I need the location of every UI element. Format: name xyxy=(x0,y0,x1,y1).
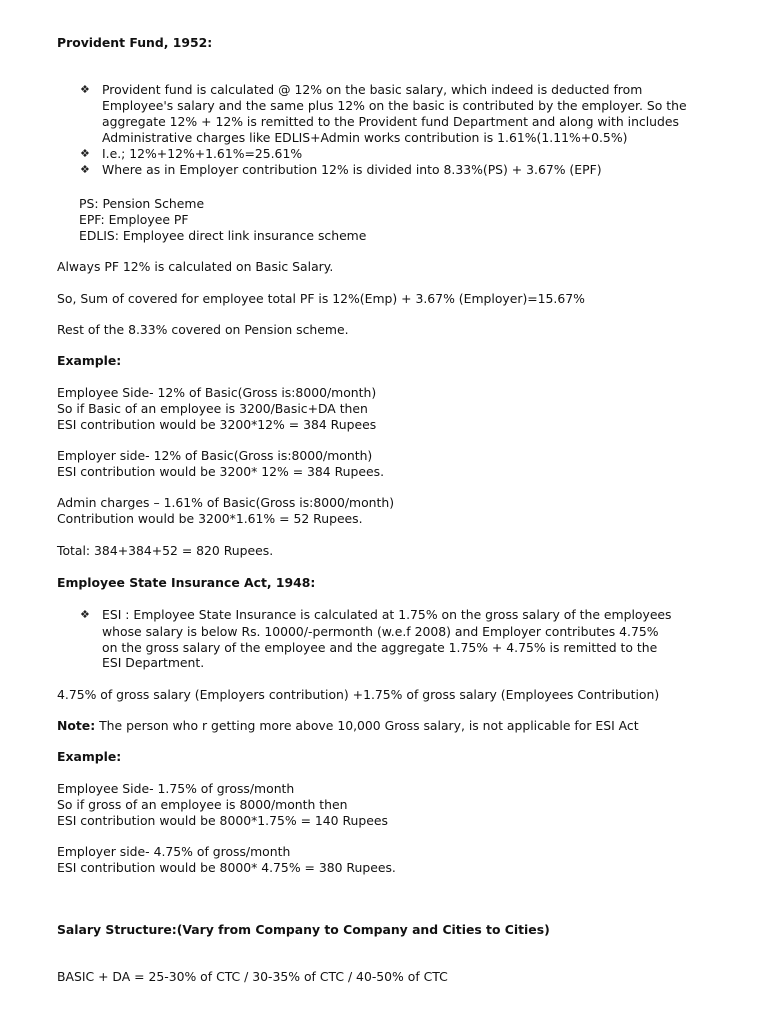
bullet-icon: ❖ xyxy=(80,83,90,96)
pf-title: Provident Fund, 1952: xyxy=(57,35,213,50)
esi-note xyxy=(57,718,639,734)
esi-employee-line-1: Employee Side- 1.75% of gross/month xyxy=(57,781,295,796)
pf-bullet-1-line-2: Employee's salary and the same plus 12% on the basic is contributed by the employer. So the xyxy=(102,98,687,113)
pf-bullet-3: Where as in Employer contribution 12% is divided into 8.33%(PS) + 3.67% (EPF) xyxy=(102,162,602,177)
bullet-icon: ❖ xyxy=(80,163,90,176)
note-label: Note: xyxy=(57,718,96,733)
esi-title: Employee State Insurance Act, 1948: xyxy=(57,575,316,590)
pf-admin-line-1: Admin charges – 1.61% of Basic(Gross is:8000/month) xyxy=(57,495,395,510)
esi-bullet-line-2: whose salary is below Rs. 10000/-permonth (w.e.f 2008) and Employer contributes 4.75% xyxy=(102,624,659,639)
pf-rest: Rest of the 8.33% covered on Pension scheme. xyxy=(57,322,349,337)
abbrev-ps: PS: Pension Scheme xyxy=(79,196,205,211)
esi-bullet-line-4: ESI Department. xyxy=(102,655,205,670)
pf-employee-line-1: Employee Side- 12% of Basic(Gross is:8000/month) xyxy=(57,385,377,400)
esi-employee-line-3: ESI contribution would be 8000*1.75% = 140 Rupees xyxy=(57,813,388,828)
bullet-icon: ❖ xyxy=(80,147,90,160)
pf-bullet-1-line-4: Administrative charges like EDLIS+Admin works contribution is 1.61%(1.11%+0.5%) xyxy=(102,130,628,145)
pf-bullet-2: I.e.; 12%+12%+1.61%=25.61% xyxy=(102,146,303,161)
abbrev-edlis: EDLIS: Employee direct link insurance scheme xyxy=(79,228,367,243)
pf-bullet-1-line-3: aggregate 12% + 12% is remitted to the Provident fund Department and along with includes xyxy=(102,114,679,129)
esi-bullet-line-3: on the gross salary of the employee and the aggregate 1.75% + 4.75% is remitted to the xyxy=(102,640,658,655)
pf-admin-line-2: Contribution would be 3200*1.61% = 52 Rupees. xyxy=(57,511,363,526)
pf-employee-line-2: So if Basic of an employee is 3200/Basic+DA then xyxy=(57,401,368,416)
salary-title: Salary Structure:(Vary from Company to Company and Cities to Cities) xyxy=(57,922,550,937)
pf-employer-line-1: Employer side- 12% of Basic(Gross is:8000/month) xyxy=(57,448,373,463)
esi-employer-line-2: ESI contribution would be 8000* 4.75% = 380 Rupees. xyxy=(57,860,396,875)
note-text: The person who r getting more above 10,000 Gross salary, is not applicable for ESI Act xyxy=(95,718,639,733)
esi-formula: 4.75% of gross salary (Employers contribution) +1.75% of gross salary (Employees Contribution) xyxy=(57,687,660,702)
salary-basic: BASIC + DA = 25-30% of CTC / 30-35% of CTC / 40-50% of CTC xyxy=(57,969,448,984)
pf-employee-line-3: ESI contribution would be 3200*12% = 384 Rupees xyxy=(57,417,377,432)
pf-always: Always PF 12% is calculated on Basic Salary. xyxy=(57,259,334,274)
esi-employer-line-1: Employer side- 4.75% of gross/month xyxy=(57,844,291,859)
pf-example-title: Example: xyxy=(57,353,122,368)
esi-bullet-line-1: ESI : Employee State Insurance is calculated at 1.75% on the gross salary of the employees xyxy=(102,607,672,622)
pf-total: Total: 384+384+52 = 820 Rupees. xyxy=(57,543,274,558)
esi-employee-line-2: So if gross of an employee is 8000/month then xyxy=(57,797,348,812)
pf-sum: So, Sum of covered for employee total PF is 12%(Emp) + 3.67% (Employer)=15.67% xyxy=(57,291,585,306)
pf-employer-line-2: ESI contribution would be 3200* 12% = 384 Rupees. xyxy=(57,464,385,479)
pf-bullet-1-line-1: Provident fund is calculated @ 12% on the basic salary, which indeed is deducted from xyxy=(102,82,643,97)
bullet-icon: ❖ xyxy=(80,608,90,621)
esi-example-title: Example: xyxy=(57,749,122,764)
abbrev-epf: EPF: Employee PF xyxy=(79,212,189,227)
